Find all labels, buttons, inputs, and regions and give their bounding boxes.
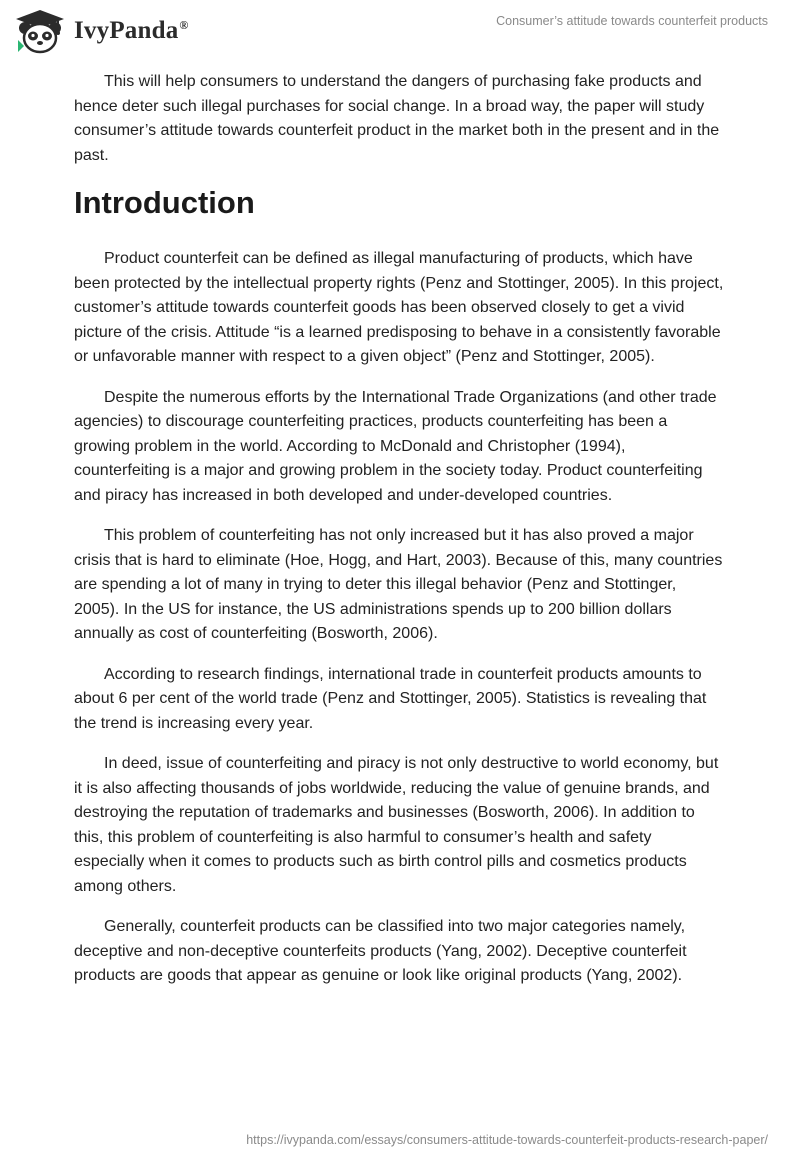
- paragraph: In deed, issue of counterfeiting and piracy is not only destructive to world economy, but it is also affecting thousands of jobs worldwide, reducing the value of genuine brands, and destroying the reputation of trademarks and businesses (Bosworth, 2006). In addition to this, this problem of counterfeiting is also harmful to consumer’s health and safety especially when it comes to products such as birth control pills and cosmetics products among others.: [74, 755, 719, 895]
- panda-graduate-icon: [14, 8, 66, 54]
- paragraph-intro: This will help consumers to understand the dangers of purchasing fake products and hence deter such illegal purchases for social change. In a broad way, the paper will study consumer’s attitude towards counterfeit product in the market both in the present and in the past.: [74, 73, 720, 164]
- source-url[interactable]: https://ivypanda.com/essays/consumers-attitude-towards-counterfeit-products-research-paper/: [246, 1133, 768, 1147]
- paragraph: Product counterfeit can be defined as illegal manufacturing of products, which have been protected by the intellectual property rights (Penz and Stottinger, 2005). In this project, customer’s attitude towards counterfeit goods has been observed closely to get a vivid picture of the crisis. Attitude “is a learned predisposing to behave in a consistently favorable or unfavorable manner with respect to a given object” (Penz and Stottinger, 2005).: [74, 250, 724, 365]
- page-header: [0, 0, 800, 64]
- paragraph: Generally, counterfeit products can be classified into two major categories namely, deceptive and non-deceptive counterfeits products (Yang, 2002). Deceptive counterfeit products are goods that appear as genuine or look like original products (Yang, 2002).: [74, 918, 687, 984]
- brand-name: IvyPanda®: [74, 17, 189, 44]
- paragraph: This problem of counterfeiting has not only increased but it has also proved a major crisis that is hard to eliminate (Hoe, Hogg, and Hart, 2003). Because of this, many countries are spending a lot of many in trying to deter this illegal behavior (Penz and Stottinger, 2005). In the US for instance, the US administrations spends up to 200 billion dollars annually as cost of counterfeiting (Bosworth, 2006).: [74, 527, 723, 642]
- essay-content: [74, 70, 724, 1005]
- section-heading: Introduction: [74, 185, 255, 220]
- document-title: Consumer’s attitude towards counterfeit products: [496, 14, 768, 28]
- paragraph: Despite the numerous efforts by the International Trade Organizations (and other trade agencies) to discourage counterfeiting practices, products counterfeiting has been a growing problem in the world. According to McDonald and Christopher (1994), counterfeiting is a major and growing problem in the society today. Product counterfeiting and piracy has increased in both developed and under-developed countries.: [74, 388, 717, 504]
- paragraph: According to research findings, international trade in counterfeit products amounts to about 6 per cent of the world trade (Penz and Stottinger, 2005). Statistics is revealing that the trend is increasing every year.: [74, 665, 707, 732]
- brand-logo[interactable]: [14, 8, 189, 54]
